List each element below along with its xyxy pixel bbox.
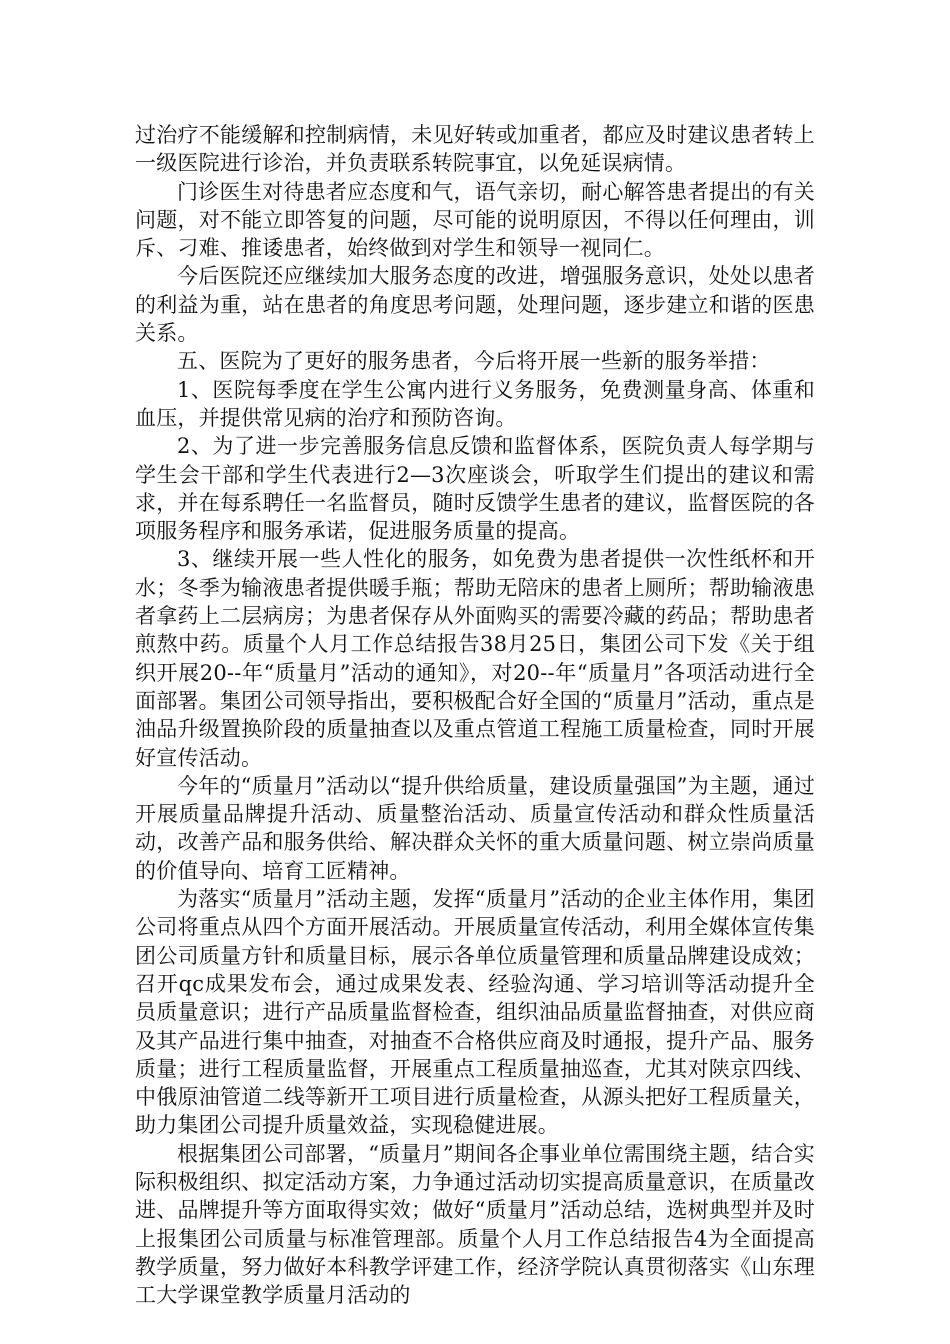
paragraph: 为落实“质量月”活动主题，发挥“质量月”活动的企业主体作用，集团公司将重点从四个方面开展活动。开展质量宣传活动，利用全媒体宣传集团公司质量方针和质量目标，展示各单位质量管理和质量品牌建设成效；召开qc成果发布会，通过成果发表、经验沟通、学习培训等活动提升全员质量意识；进行产品质量监督检查，组织油品质量监督抽查，对供应商及其产品进行集中抽查，对抽查不合格供应商及时通报，提升产品、服务质量；进行工程质量监督，开展重点工程质量抽巡查，尤其对陕京四线、中俄原油管道二线等新开工项目进行质量检查，从源头把好工程质量关，助力集团公司提升质量效益，实现稳健进展。 [135, 887, 815, 1138]
paragraph: 过治疗不能缓解和控制病情，未见好转或加重者，都应及时建议患者转上一级医院进行诊治，并负责联系转院事宜，以免延误病情。 [135, 123, 815, 176]
document-body [135, 121, 815, 1309]
paragraph: 今年的“质量月”活动以“提升供给质量，建设质量强国”为主题，通过开展质量品牌提升活动、质量整治活动、质量宣传活动和群众性质量活动，改善产品和服务供给、解决群众关怀的重大质量问题、树立崇尚质量的价值导向、培育工匠精神。 [135, 773, 815, 883]
paragraph: 2、为了进一步完善服务信息反馈和监督体系，医院负责人每学期与学生会干部和学生代表进行2—3次座谈会，听取学生们提出的建议和需求，并在每系聘任一名监督员，随时反馈学生患者的建议，监督医院的各项服务程序和服务承诺，促进服务质量的提高。 [135, 434, 815, 544]
paragraph: 今后医院还应继续加大服务态度的改进，增强服务意识，处处以患者的利益为重，站在患者的角度思考问题，处理问题，逐步建立和谐的医患关系。 [135, 264, 815, 346]
paragraph: 五、医院为了更好的服务患者，今后将开展一些新的服务举措： [177, 349, 771, 374]
paragraph: 3、继续开展一些人性化的服务，如免费为患者提供一次性纸杯和开水；冬季为输液患者提供暖手瓶；帮助无陪床的患者上厕所；帮助输液患者拿药上二层病房；为患者保存从外面购买的需要冷藏的药品；帮助患者煎熬中药。质量个人月工作总结报告38月25日，集团公司下发《关于组织开展20--年“质量月”活动的通知》，对20--年“质量月”各项活动进行全面部署。集团公司领导指出，要积极配合好全国的“质量月”活动，重点是油品升级置换阶段的质量抽查以及重点管道工程施工质量检查，同时开展好宣传活动。 [135, 547, 815, 770]
paragraph: 根据集团公司部署，“质量月”期间各企事业单位需围绕主题，结合实际积极组织、拟定活动方案，力争通过活动切实提高质量意识，在质量改进、品牌提升等方面取得实效；做好“质量月”活动总结，选树典型并及时上报集团公司质量与标准管理部。质量个人月工作总结报告4为全面提高教学质量，努力做好本科教学评建工作，经济学院认真贯彻落实《山东理工大学课堂教学质量月活动的 [135, 1141, 815, 1308]
paragraph: 1、医院每季度在学生公寓内进行义务服务，免费测量身高、体重和血压，并提供常见病的治疗和预防咨询。 [135, 377, 815, 430]
paragraph: 门诊医生对待患者应态度和气，语气亲切，耐心解答患者提出的有关问题，对不能立即答复的问题，尽可能的说明原因，不得以任何理由，训斥、刁难、推诿患者，始终做到对学生和领导一视同仁。 [135, 179, 815, 261]
